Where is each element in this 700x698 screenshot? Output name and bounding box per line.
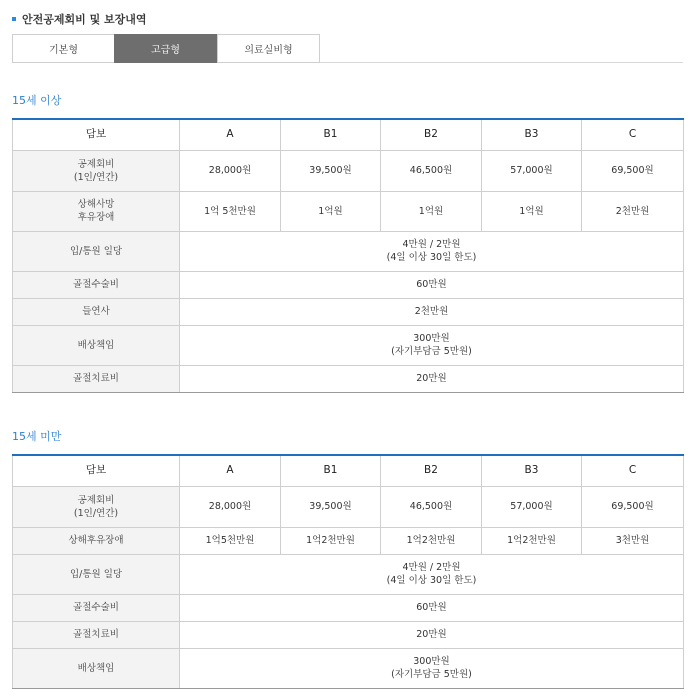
fee-a: 28,000원 xyxy=(180,150,281,191)
hospital-value: 4만원 / 2만원 (4일 이상 30일 한도) xyxy=(180,231,684,271)
fee-b2: 46,500원 xyxy=(381,150,482,191)
fracture-surgery-value: 60만원 xyxy=(180,594,684,621)
row-label-fracture-surgery: 골절수술비 xyxy=(13,271,180,298)
header-plan-a: A xyxy=(180,119,281,150)
row-label-drowning: 들연사 xyxy=(13,298,180,325)
page-title xyxy=(12,11,147,27)
header-plan-b3: B3 xyxy=(482,455,582,486)
table-header-row xyxy=(13,119,684,150)
death-b1: 1억원 xyxy=(281,191,381,231)
fee-b3: 57,000원 xyxy=(482,150,582,191)
header-plan-a: A xyxy=(180,455,281,486)
section-title-over15: 15세 이상 xyxy=(12,94,62,107)
table-row xyxy=(13,231,684,271)
header-plan-b1: B1 xyxy=(281,455,381,486)
table-row xyxy=(13,150,684,191)
row-label-disability: 상해후유장애 xyxy=(13,527,180,554)
row-label-fracture-treatment: 골절치료비 xyxy=(13,621,180,648)
table-row xyxy=(13,191,684,231)
table-row xyxy=(13,554,684,594)
row-label-hospital: 입/통원 일당 xyxy=(13,231,180,271)
liability-value: 300만원 (자기부담금 5만원) xyxy=(180,648,684,688)
row-label-death: 상해사망 후유장애 xyxy=(13,191,180,231)
death-b2: 1억원 xyxy=(381,191,482,231)
header-plan-c: C xyxy=(582,455,684,486)
row-label-fee: 공제회비 (1인/연간) xyxy=(13,486,180,527)
table-row xyxy=(13,648,684,688)
fee-a: 28,000원 xyxy=(180,486,281,527)
tab-basic[interactable]: 기본형 xyxy=(12,34,115,63)
fee-b1: 39,500원 xyxy=(281,150,381,191)
fee-c: 69,500원 xyxy=(582,150,684,191)
plan-tabs xyxy=(12,34,683,63)
row-label-liability: 배상책임 xyxy=(13,325,180,365)
liability-value: 300만원 (자기부담금 5만원) xyxy=(180,325,684,365)
disability-c: 3천만원 xyxy=(582,527,684,554)
header-plan-b3: B3 xyxy=(482,119,582,150)
disability-a: 1억5천만원 xyxy=(180,527,281,554)
fee-c: 69,500원 xyxy=(582,486,684,527)
header-plan-b2: B2 xyxy=(381,455,482,486)
header-coverage: 담보 xyxy=(13,455,180,486)
tab-premium[interactable]: 고급형 xyxy=(114,34,217,63)
table-row xyxy=(13,325,684,365)
row-label-fracture-treatment: 골절치료비 xyxy=(13,365,180,392)
header-coverage: 담보 xyxy=(13,119,180,150)
disability-b1: 1억2천만원 xyxy=(281,527,381,554)
table-row xyxy=(13,365,684,392)
table-row xyxy=(13,271,684,298)
fracture-treatment-value: 20만원 xyxy=(180,621,684,648)
fracture-treatment-value: 20만원 xyxy=(180,365,684,392)
fracture-surgery-value: 60만원 xyxy=(180,271,684,298)
table-row xyxy=(13,486,684,527)
fee-b2: 46,500원 xyxy=(381,486,482,527)
death-c: 2천만원 xyxy=(582,191,684,231)
coverage-table-under15 xyxy=(12,454,684,689)
row-label-liability: 배상책임 xyxy=(13,648,180,688)
fee-b3: 57,000원 xyxy=(482,486,582,527)
disability-b3: 1억2천만원 xyxy=(482,527,582,554)
row-label-hospital: 입/통원 일당 xyxy=(13,554,180,594)
table-row xyxy=(13,527,684,554)
row-label-fracture-surgery: 골절수술비 xyxy=(13,594,180,621)
bullet-icon xyxy=(12,17,16,21)
death-a: 1억 5천만원 xyxy=(180,191,281,231)
header-plan-b2: B2 xyxy=(381,119,482,150)
disability-b2: 1억2천만원 xyxy=(381,527,482,554)
page-title-text: 안전공제회비 및 보장내역 xyxy=(22,13,147,26)
header-plan-b1: B1 xyxy=(281,119,381,150)
table-row xyxy=(13,594,684,621)
table-row xyxy=(13,621,684,648)
tab-medical[interactable]: 의료실비형 xyxy=(217,34,320,63)
coverage-table-over15 xyxy=(12,118,684,393)
table-header-row xyxy=(13,455,684,486)
drowning-value: 2천만원 xyxy=(180,298,684,325)
row-label-fee: 공제회비 (1인/연간) xyxy=(13,150,180,191)
death-b3: 1억원 xyxy=(482,191,582,231)
fee-b1: 39,500원 xyxy=(281,486,381,527)
header-plan-c: C xyxy=(582,119,684,150)
section-title-under15: 15세 미만 xyxy=(12,430,62,443)
table-row xyxy=(13,298,684,325)
hospital-value: 4만원 / 2만원 (4일 이상 30일 한도) xyxy=(180,554,684,594)
